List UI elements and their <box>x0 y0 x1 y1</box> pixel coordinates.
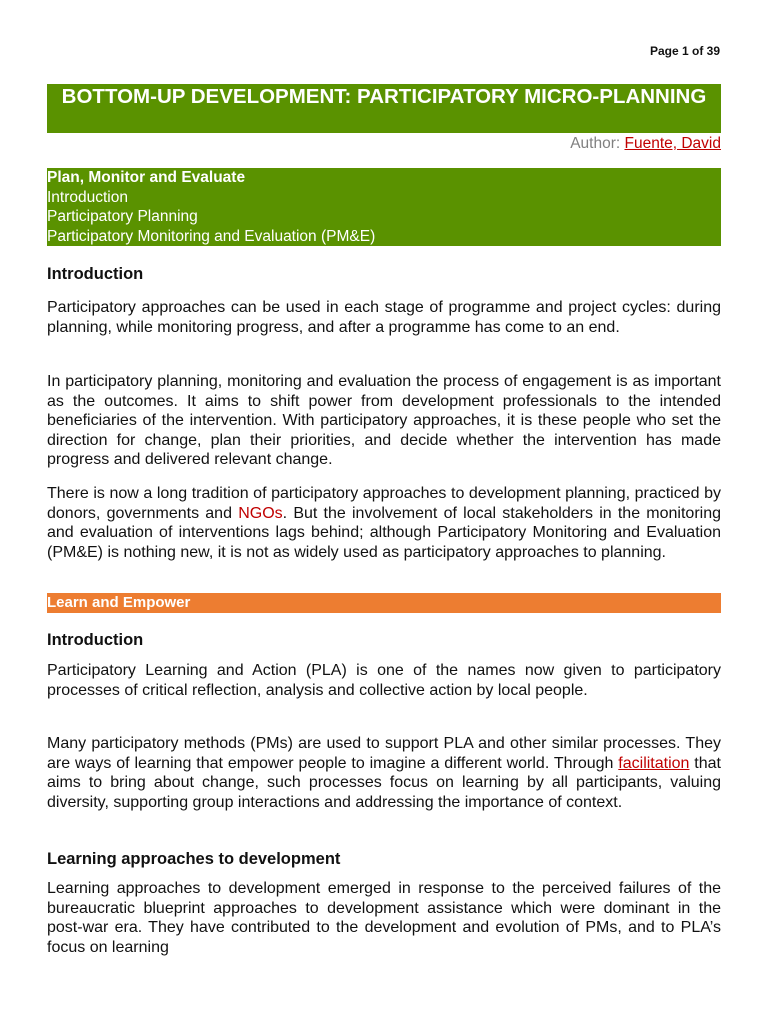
section-bar-learn-empower: Learn and Empower <box>47 593 721 613</box>
contents-item-participatory-planning[interactable]: Participatory Planning <box>47 208 198 225</box>
paragraph-text: . But the involvement of local stakeholders in the monitoring and evaluation of interventions lags behind; although Participatory Monitoring and Evaluation (PM&E) is nothing new, it is not as widely used as participatory approaches to planning. <box>47 504 722 561</box>
section-heading: Introduction <box>47 265 144 283</box>
contents-box <box>47 168 721 246</box>
section3-heading-block <box>47 849 721 869</box>
contents-item-introduction[interactable]: Introduction <box>47 188 128 206</box>
section1-paragraph-1-block <box>47 298 721 337</box>
section1-heading-block <box>47 264 721 284</box>
paragraph-text: that aims to bring about change, such processes focus on learning by all participants, valuing diversity, supporting group interactions and addressing the importance of context. <box>47 754 721 811</box>
paragraph: Learning approaches to development emerged in response to the perceived failures of the bureaucratic blueprint approaches to development assistance which were dominant in the post-war era. They have contributed to the development and evolution of PMs, and to PLA’s focus on learning <box>47 880 721 956</box>
page-number: Page 1 of 39 <box>649 44 720 58</box>
section2-paragraph-2-block <box>47 734 721 812</box>
section2-heading-block <box>47 630 721 650</box>
contents-heading: Plan, Monitor and Evaluate <box>47 169 246 186</box>
paragraph: Participatory approaches can be used in each stage of programme and project cycles: during planning, while monitoring progress, and after a programme has come to an end. <box>47 299 721 336</box>
section1-paragraph-3-block <box>47 484 721 562</box>
paragraph: In participatory planning, monitoring and evaluation the process of engagement is as important as the outcomes. It aims to shift power from development professionals to the intended beneficiaries of the intervention. With participatory approaches, it is these people who set the direction for change, plan their priorities, and decide whether the intervention has made progress and delivered relevant change. <box>47 373 721 469</box>
paragraph-text: There is now a long tradition of participatory approaches to development planning, practiced by donors, governments and <box>47 485 721 522</box>
contents-item-pme[interactable]: Participatory Monitoring and Evaluation (PM&E) <box>47 227 376 245</box>
paragraph: Participatory Learning and Action (PLA) is one of the names now given to participatory processes of critical reflection, analysis and collective action by local people. <box>47 662 721 699</box>
ngos-link[interactable]: NGOs <box>238 504 283 522</box>
section-heading: Introduction <box>47 631 144 649</box>
author-link[interactable]: Fuente, David <box>624 135 721 152</box>
section3-paragraph-1-block <box>47 879 721 957</box>
document-title: BOTTOM-UP DEVELOPMENT: PARTICIPATORY MICRO-PLANNING <box>47 84 721 133</box>
paragraph-text: Many participatory methods (PMs) are used to support PLA and other similar processes. They are ways of learning that empower people to imagine a different world. Through <box>47 735 721 772</box>
paragraph <box>47 734 721 812</box>
author-line <box>570 135 721 153</box>
author-label: Author: <box>570 135 621 152</box>
facilitation-link[interactable]: facilitation <box>618 754 690 772</box>
section2-paragraph-1-block <box>47 661 721 700</box>
paragraph <box>47 484 721 562</box>
section-heading: Learning approaches to development <box>47 850 341 868</box>
section1-paragraph-2-block <box>47 372 721 470</box>
